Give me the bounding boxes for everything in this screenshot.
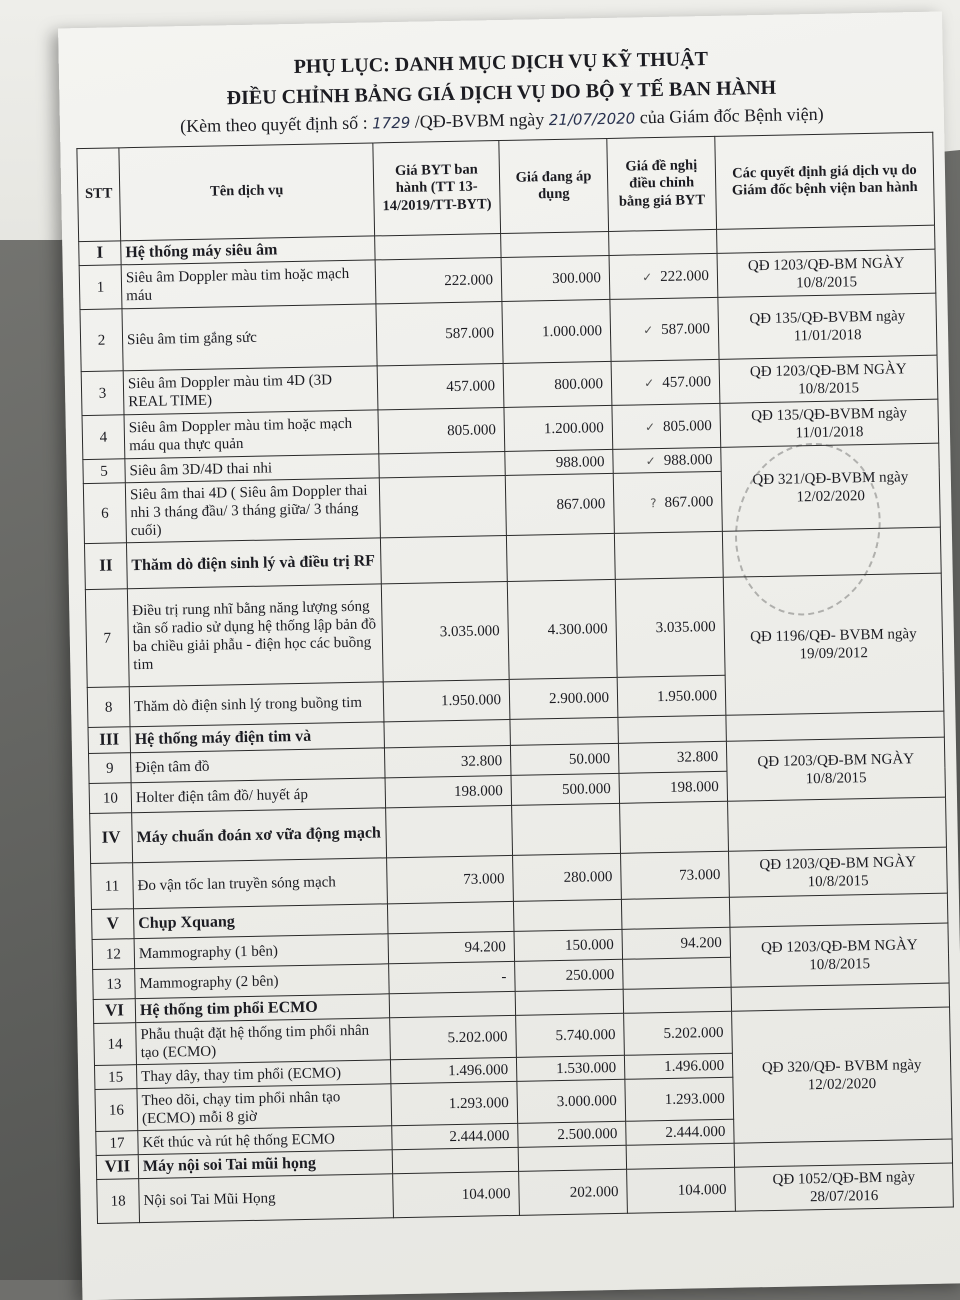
row-proposed-price: 94.200 [622,927,731,959]
price-table [76,132,953,1224]
row-byt-price: 222.000 [375,258,502,304]
row-stt: 12 [92,939,135,970]
row-proposed-price: ✓ 222.000 [609,253,718,299]
row-proposed-price: ✓ 805.000 [612,403,721,449]
row-current-price: 867.000 [505,473,614,535]
row-byt-price: 94.200 [388,931,515,963]
col-header-service: Tên dịch vụ [119,143,375,241]
row-byt-price: 198.000 [385,775,512,807]
row-current-price: 988.000 [505,449,613,475]
row-current-price: 300.000 [501,255,610,301]
decision-date: 21/07/2020 [548,109,636,130]
row-decision: QĐ 321/QĐ-BVBM ngày 12/02/2020 [721,443,941,531]
row-stt: 2 [80,309,123,372]
row-proposed-price: 3.035.000 [615,577,725,677]
row-current-price: 202.000 [519,1169,628,1215]
row-stt: 18 [97,1179,140,1224]
row-current-price: 2.900.000 [509,677,618,719]
row-byt-price: 3.035.000 [381,581,509,681]
row-byt-price: 2.444.000 [392,1123,518,1149]
section-roman: V [92,909,135,940]
row-service: Holter điện tâm đồ/ huyết áp [131,778,386,813]
row-service: Thăm dò điện sinh lý trong buồng tim [129,682,384,727]
row-service: Siêu âm Doppler màu tim 4D (3D REAL TIME) [123,366,378,415]
section-roman: III [88,727,130,754]
row-current-price: 3.000.000 [517,1079,626,1123]
row-service: Mammography (1 bên) [134,934,389,969]
row-proposed-price [623,957,732,989]
row-byt-price [379,475,506,537]
row-stt: 17 [96,1131,138,1156]
table-row [85,573,943,687]
row-byt-price: 32.800 [384,745,511,777]
row-stt: 6 [83,483,126,544]
row-service: Thay dây, thay tim phổi (ECMO) [136,1060,390,1089]
col-header-decisions: Các quyết định giá dịch vụ do Giám đốc bệnh viện ban hành [715,132,935,229]
check-mark-icon: ✓ [645,453,656,468]
row-proposed-price: 198.000 [619,771,728,803]
row-decision: QĐ 135/QĐ-BVBM ngày 11/01/2018 [720,399,939,447]
section-title: Thăm dò điện sinh lý và điều trị RF [126,538,381,589]
row-proposed-price: 32.800 [618,741,727,773]
row-current-price: 2.500.000 [518,1121,626,1147]
row-current-price: 1.200.000 [504,405,613,451]
col-header-byt-price: Giá BYT ban hành (TT 13-14/2019/TT-BYT) [373,141,501,236]
row-current-price: 1.000.000 [502,299,611,363]
decision-middle: /QĐ-BVBM ngày [414,109,545,132]
row-proposed-price: 5.202.000 [624,1011,733,1055]
section-title: Máy nội soi Tai mũi họng [138,1150,392,1179]
row-stt: 3 [81,371,124,416]
decision-suffix: của Giám đốc Bệnh viện) [639,103,824,128]
section-roman: II [84,543,127,590]
row-decision: QĐ 320/QĐ- BVBM ngày 12/02/2020 [732,1007,952,1143]
row-decision: QĐ 135/QĐ-BVBM ngày 11/01/2018 [718,293,937,359]
row-proposed-price: ✓ 457.000 [611,359,720,405]
row-byt-price: - [389,961,516,993]
row-current-price: 5.740.000 [516,1013,625,1057]
row-proposed-price: 104.000 [627,1167,736,1213]
row-service: Theo dõi, chạy tim phổi nhân tạo (ECMO) mỗi 8 giờ [137,1084,392,1131]
row-proposed-price: 1.496.000 [624,1053,732,1079]
section-title: Hệ thống máy điện tim và [130,722,384,753]
col-header-current-price: Giá đang áp dụng [499,138,609,233]
row-stt: 9 [89,753,132,784]
row-proposed-price: ? 867.000 [613,471,722,533]
row-proposed-price: 1.293.000 [625,1077,734,1121]
row-service: Nội soi Tai Mũi Họng [139,1174,394,1223]
row-stt: 4 [82,415,125,460]
row-current-price: 280.000 [513,853,622,901]
row-byt-price: 104.000 [393,1171,520,1217]
col-header-stt: STT [77,148,121,242]
check-mark-icon: ✓ [643,322,654,337]
row-decision: QĐ 1203/QĐ-BM NGÀY 10/8/2015 [726,737,945,801]
row-proposed-price: ✓ 587.000 [610,297,719,361]
row-decision: QĐ 1203/QĐ-BM NGÀY 10/8/2015 [730,923,949,987]
row-proposed-price: 1.950.000 [617,675,726,717]
row-service: Phẫu thuật đặt hệ thống tim phổi nhân tạo (ECMO) [136,1018,391,1065]
question-mark-annotation: ? [650,495,657,510]
col-header-proposed-price: Giá đề nghị điều chỉnh bằng giá BYT [607,136,717,231]
section-roman: I [79,241,121,266]
row-current-price: 1.530.000 [516,1055,624,1081]
row-byt-price: 1.293.000 [391,1081,518,1125]
row-proposed-price: 2.444.000 [626,1119,734,1145]
row-current-price: 500.000 [511,773,620,805]
row-service: Điện tâm đồ [130,748,385,783]
row-stt: 14 [94,1023,137,1066]
check-mark-icon: ✓ [642,269,653,284]
decision-prefix: (Kèm theo quyết định số : [179,112,368,137]
row-stt: 16 [95,1089,138,1132]
row-service: Siêu âm Doppler màu tim hoặc mạch máu [121,260,376,309]
row-stt: 5 [83,459,125,484]
section-roman: VI [93,999,135,1024]
row-byt-price: 587.000 [376,302,503,366]
check-mark-icon: ✓ [644,419,656,434]
table-header-row [77,132,935,241]
row-byt-price: 5.202.000 [390,1015,517,1059]
section-title: Hệ thống máy siêu âm [121,236,375,265]
document-page [58,12,960,1300]
check-mark-icon: ✓ [644,375,655,390]
row-current-price: 250.000 [515,959,624,991]
appendix-title: PHỤ LỤC: DANH MỤC DỊCH VỤ KỸ THUẬT [293,48,709,78]
row-service: Đo vận tốc lan truyền sóng mạch [133,858,388,909]
row-stt: 11 [91,863,134,910]
row-decision: QĐ 1196/QĐ- BVBM ngày 19/09/2012 [723,573,944,715]
row-byt-price [379,451,505,477]
row-decision: QĐ 1203/QĐ-BM NGÀY 10/8/2015 [729,847,948,897]
decision-number: 1729 [371,113,411,133]
row-proposed-price: 73.000 [621,851,730,899]
row-stt: 7 [85,589,129,688]
row-stt: 1 [79,265,122,310]
section-roman: IV [90,813,133,864]
row-decision: QĐ 1052/QĐ-BM ngày 28/07/2016 [735,1163,954,1211]
row-current-price: 150.000 [514,929,623,961]
section-title: Máy chuẩn đoán xơ vữa động mạch [132,808,387,863]
row-byt-price: 805.000 [378,407,505,453]
row-stt: 13 [93,969,136,1000]
row-service: Mammography (2 bên) [135,964,390,999]
section-title: Hệ thống tim phổi ECMO [135,994,389,1023]
row-current-price: 50.000 [510,743,619,775]
row-byt-price: 457.000 [377,364,504,410]
row-byt-price: 1.950.000 [383,679,510,721]
row-service: Siêu âm tim gắng sức [122,304,377,371]
row-current-price: 4.300.000 [507,579,617,679]
row-service: Siêu âm Doppler màu tim hoặc mạch máu qua thực quản [124,410,379,459]
row-stt: 15 [94,1065,136,1090]
row-decision: QĐ 1203/QĐ-BM NGÀY 10/8/2015 [719,355,938,403]
row-decision: QĐ 1203/QĐ-BM NGÀY 10/8/2015 [717,249,936,297]
appendix-subtitle: ĐIỀU CHỈNH BẢNG GIÁ DỊCH VỤ DO BỘ Y TẾ BAN HÀNH [226,76,777,110]
row-service: Kết thúc và rút hệ thống ECMO [138,1126,392,1155]
row-byt-price: 73.000 [387,855,514,903]
section-title: Chụp Xquang [133,904,388,939]
row-service: Siêu âm 3D/4D thai nhi [125,454,379,483]
section-roman: VII [96,1155,138,1180]
row-service: Điều trị rung nhĩ bằng năng lượng sóng tần số radio sử dụng hệ thống lập bản đồ ba chiều giải phẫu - điện học các buồng tim [127,584,383,687]
row-service: Siêu âm thai 4D ( Siêu âm Doppler thai nhi 3 tháng đầu/ 3 tháng giữa/ 3 tháng cuối) [125,478,380,543]
row-current-price: 800.000 [503,361,612,407]
row-proposed-price: ✓ 988.000 [613,447,721,473]
row-stt: 8 [87,687,130,728]
row-stt: 10 [89,783,132,814]
row-byt-price: 1.496.000 [390,1057,516,1083]
